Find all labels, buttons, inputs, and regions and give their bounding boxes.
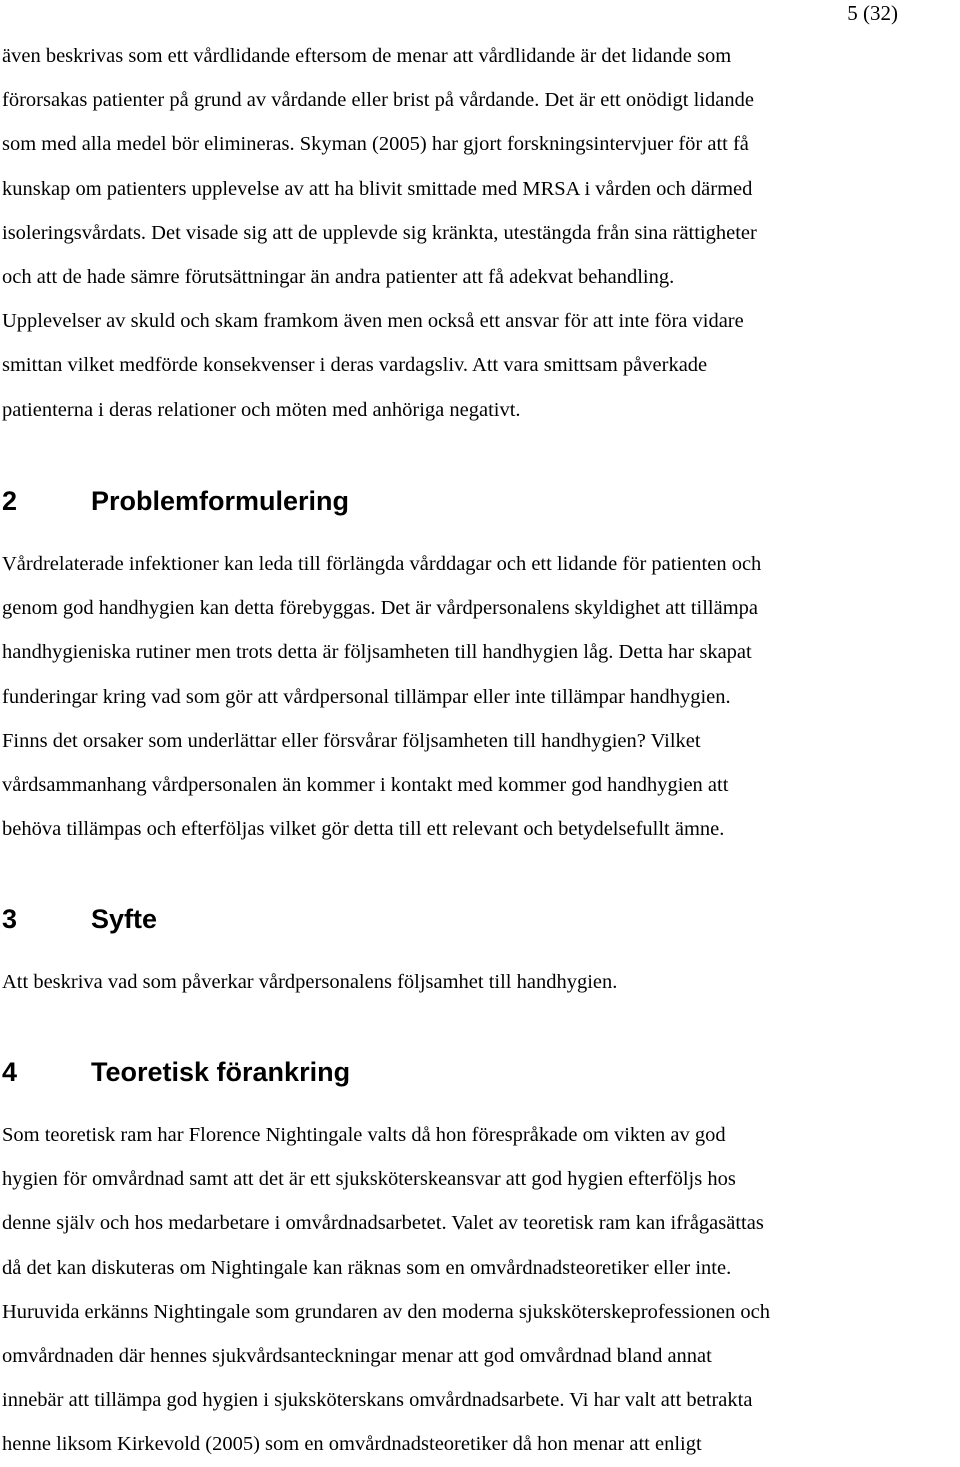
text-line: henne liksom Kirkevold (2005) som en omvårdnadsteoretiker då hon menar att enligt (2, 1433, 702, 1456)
text-line: hygien för omvårdnad samt att det är ett sjuksköterskeansvar att god hygien efterföljs hos (2, 1168, 736, 1191)
text-line: handhygieniska rutiner men trots detta är följsamheten till handhygien låg. Detta har skapat (2, 641, 752, 664)
intro-paragraph (2, 34, 960, 432)
section-heading-syfte (2, 902, 157, 936)
section-heading-problemformulering (2, 484, 349, 518)
section-number: 3 (2, 904, 18, 934)
section-heading-teoretisk-forankring (2, 1055, 350, 1089)
text-line: Upplevelser av skuld och skam framkom även men också ett ansvar för att inte föra vidare (2, 310, 744, 333)
section-title: Teoretisk förankring (91, 1057, 351, 1087)
text-line: genom god handhygien kan detta förebyggas. Det är vårdpersonalens skyldighet att tillämpa (2, 597, 759, 620)
text-line: kunskap om patienters upplevelse av att ha blivit smittade med MRSA i vården och därmed (2, 177, 753, 200)
text-line: patienterna i deras relationer och möten med anhöriga negativt. (2, 398, 521, 421)
text-line: Att beskriva vad som påverkar vårdpersonalens följsamhet till handhygien. (2, 971, 618, 993)
text-line: även beskrivas som ett vårdlidande eftersom de menar att vårdlidande är det lidande som (2, 45, 732, 67)
section-paragraph (2, 542, 960, 851)
text-line: då det kan diskuteras om Nightingale kan räknas som en omvårdnadsteoretiker eller inte. (2, 1256, 732, 1279)
text-line: Som teoretisk ram har Florence Nightingale valts då hon förespråkade om vikten av god (2, 1124, 726, 1146)
text-line: denne själv och hos medarbetare i omvårdnadsarbetet. Valet av teoretisk ram kan ifrågasättas (2, 1212, 764, 1235)
text-line: behöva tillämpas och efterföljas vilket gör detta till ett relevant och betydelsefullt ämne. (2, 818, 725, 841)
text-line: som med alla medel bör elimineras. Skyman (2005) har gjort forskningsintervjuer för att få (2, 133, 749, 156)
page-number: 5 (32) (847, 1, 898, 25)
text-line: innebär att tillämpa god hygien i sjuksköterskans omvårdnadsarbete. Vi har valt att betrakta (2, 1389, 753, 1412)
text-line: isoleringsvårdats. Det visade sig att de upplevde sig kränkta, utestängda från sina rättigheter (2, 221, 757, 244)
section-paragraph (2, 1113, 960, 1467)
section-number: 2 (2, 486, 18, 516)
text-line: funderingar kring vad som gör att vårdpersonal tillämpar eller inte tillämpar handhygien. (2, 685, 731, 708)
text-line: smittan vilket medförde konsekvenser i deras vardagsliv. Att vara smittsam påverkade (2, 354, 708, 377)
text-line: omvårdnaden där hennes sjukvårdsanteckningar menar att god omvårdnad bland annat (2, 1345, 712, 1368)
text-line: Vårdrelaterade infektioner kan leda till förlängda vårddagar och ett lidande för patienten och (2, 553, 762, 575)
text-line: förorsakas patienter på grund av vårdande eller brist på vårdande. Det är ett onödigt lidande (2, 89, 754, 112)
text-line: vårdsammanhang vårdpersonalen än kommer i kontakt med kommer god handhygien att (2, 774, 729, 797)
text-line: och att de hade sämre förutsättningar än andra patienter att få adekvat behandling. (2, 266, 675, 289)
section-paragraph (2, 960, 960, 1004)
text-line: Huruvida erkänns Nightingale som grundaren av den moderna sjuksköterskeprofessionen och (2, 1300, 770, 1323)
text-line: Finns det orsaker som underlättar eller försvårar följsamheten till handhygien? Vilket (2, 729, 701, 752)
section-number: 4 (2, 1057, 18, 1087)
section-title: Problemformulering (91, 486, 350, 516)
section-title: Syfte (91, 904, 158, 934)
